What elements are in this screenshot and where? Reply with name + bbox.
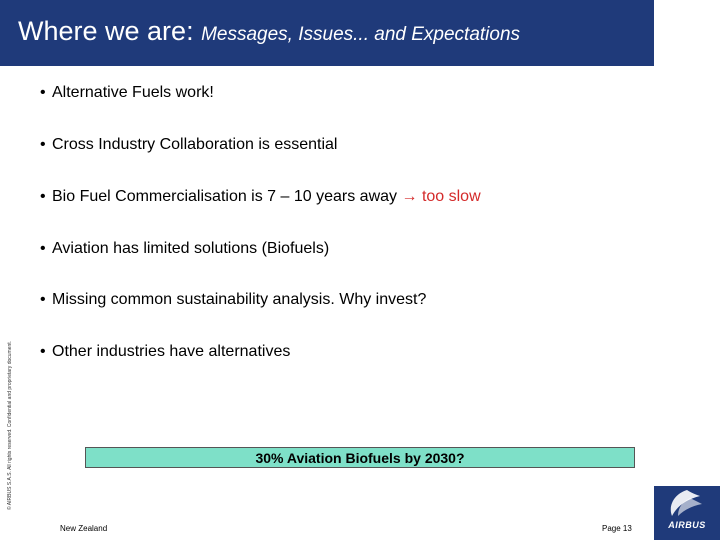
bullet-dot: • bbox=[40, 84, 46, 101]
bullet-dot: • bbox=[40, 343, 46, 360]
bullet-dot: • bbox=[40, 188, 46, 205]
bullet-item bbox=[40, 84, 214, 102]
bullet-dot: • bbox=[40, 136, 46, 153]
airbus-logo-icon bbox=[654, 486, 720, 520]
copyright-notice: © AIRBUS S.A.S. All rights reserved. Confidential and proprietary document. bbox=[7, 340, 13, 510]
bullet-text: Alternative Fuels work! bbox=[52, 84, 214, 101]
bullet-item bbox=[40, 343, 290, 361]
bullet-text: Bio Fuel Commercialisation is 7 – 10 years away bbox=[52, 188, 402, 205]
bullet-text: Missing common sustainability analysis. Why invest? bbox=[52, 291, 427, 308]
bullet-dot: • bbox=[40, 291, 46, 308]
title-main: Where we are: bbox=[18, 16, 202, 46]
callout-box: 30% Aviation Biofuels by 2030? bbox=[85, 447, 635, 468]
airbus-logo bbox=[654, 486, 720, 540]
bullet-item bbox=[40, 240, 329, 258]
bullet-item bbox=[40, 188, 481, 206]
bullet-item bbox=[40, 136, 337, 154]
arrow-icon: → bbox=[401, 188, 418, 205]
title-bar bbox=[0, 0, 654, 66]
logo-text: AIRBUS bbox=[668, 520, 706, 530]
page-number: Page 13 bbox=[602, 524, 632, 533]
bullet-dot: • bbox=[40, 240, 46, 257]
bullet-text: Aviation has limited solutions (Biofuels) bbox=[52, 240, 330, 257]
footer-location: New Zealand bbox=[60, 524, 108, 533]
bullet-text: Cross Industry Collaboration is essential bbox=[52, 136, 338, 153]
title-subtitle: Messages, Issues... and Expectations bbox=[201, 24, 521, 45]
bullet-item bbox=[40, 291, 426, 309]
page-title bbox=[18, 16, 520, 47]
bullet-highlight: too slow bbox=[421, 188, 481, 205]
bullet-text: Other industries have alternatives bbox=[52, 343, 291, 360]
